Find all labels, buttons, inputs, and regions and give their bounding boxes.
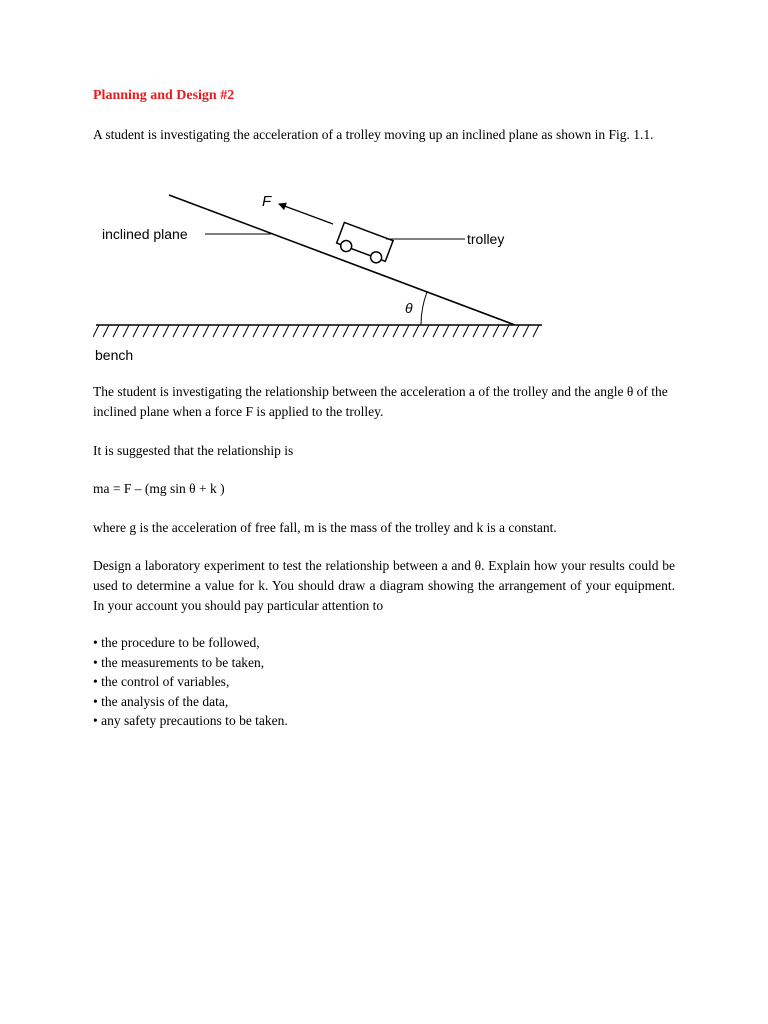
inclined-plane-label: inclined plane <box>102 226 188 242</box>
equation: ma = F – (mg sin θ + k ) <box>93 481 225 496</box>
trolley-label: trolley <box>467 231 505 247</box>
relationship-paragraph: The student is investigating the relationship between the acceleration a of the trolley and the angle θ of the inclined plane when a force F is applied to the trolley. <box>93 384 668 419</box>
bullet-list <box>93 633 288 731</box>
suggested-paragraph: It is suggested that the relationship is <box>93 443 294 458</box>
page-title: Planning and Design #2 <box>93 88 235 103</box>
list-item: • the procedure to be followed, <box>93 633 288 653</box>
design-paragraph: Design a laboratory experiment to test the relationship between a and θ. Explain how your results could be used to determine a value for k. You should draw a diagram showing the arrangement of your equipment. In your account you should pay particular attention to <box>93 558 675 613</box>
trolley <box>335 222 393 266</box>
where-paragraph: where g is the acceleration of free fall, m is the mass of the trolley and k is a constant. <box>93 520 557 535</box>
force-label: F <box>262 193 272 210</box>
intro-paragraph: A student is investigating the acceleration of a trolley moving up an inclined plane as shown in Fig. 1.1. <box>93 127 654 142</box>
list-item: • the measurements to be taken, <box>93 653 288 673</box>
list-item: • the control of variables, <box>93 672 288 692</box>
list-item: • the analysis of the data, <box>93 692 288 712</box>
bench-hatching <box>93 325 539 337</box>
bench-label: bench <box>95 347 134 363</box>
list-item: • any safety precautions to be taken. <box>93 711 288 731</box>
inclined-plane-line <box>169 195 515 325</box>
force-arrow <box>279 204 333 224</box>
inclined-plane-figure <box>93 186 545 366</box>
angle-arc <box>421 292 427 325</box>
angle-label: θ <box>405 300 413 316</box>
